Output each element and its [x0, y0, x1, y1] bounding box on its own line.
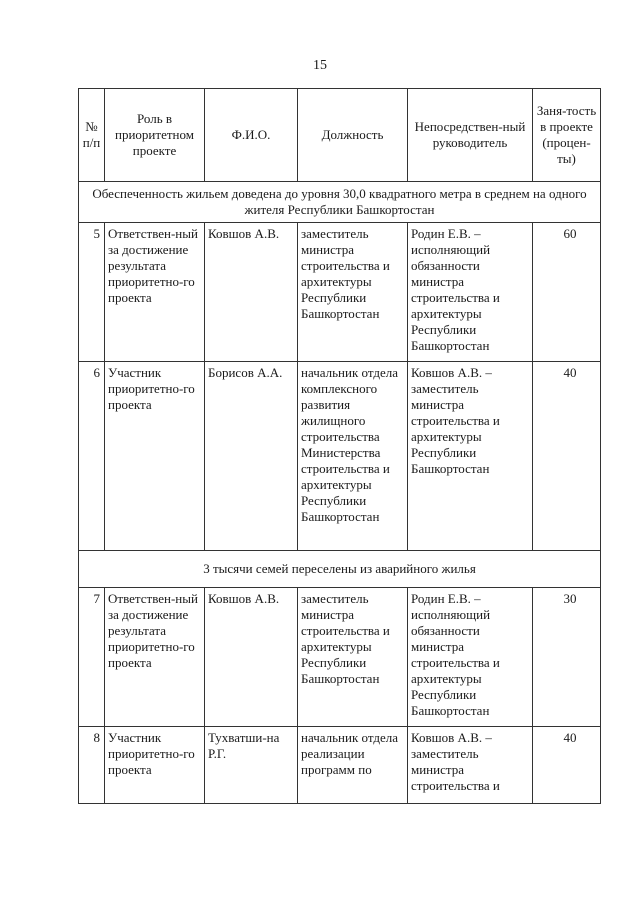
cell-percent: 40 [533, 362, 601, 551]
cell-manager: Родин Е.В. – исполняющий обязанности министра строительства и архитектуры Республики Башкортостан [408, 223, 533, 362]
cell-manager: Родин Е.В. – исполняющий обязанности министра строительства и архитектуры Республики Башкортостан [408, 588, 533, 727]
cell-num: 6 [79, 362, 105, 551]
table-header-row [79, 89, 601, 182]
cell-role: Ответствен-ный за достижение результата приоритетно-го проекта [105, 223, 205, 362]
cell-num: 8 [79, 727, 105, 804]
cell-percent: 60 [533, 223, 601, 362]
cell-num: 5 [79, 223, 105, 362]
table-row [79, 362, 601, 551]
cell-position: заместитель министра строительства и архитектуры Республики Башкортостан [298, 223, 408, 362]
cell-role: Ответствен-ный за достижение результата приоритетно-го проекта [105, 588, 205, 727]
header-manager: Непосредствен-ный руководитель [408, 89, 533, 182]
header-name: Ф.И.О. [205, 89, 298, 182]
cell-role: Участник приоритетно-го проекта [105, 362, 205, 551]
cell-position: начальник отдела комплексного развития жилищного строительства Министерства строительства и архитектуры Республики Башкортостан [298, 362, 408, 551]
cell-position: заместитель министра строительства и архитектуры Республики Башкортостан [298, 588, 408, 727]
cell-name: Ковшов А.В. [205, 223, 298, 362]
header-role: Роль в приоритетном проекте [105, 89, 205, 182]
cell-num: 7 [79, 588, 105, 727]
header-percent: Заня-тость в проекте (процен-ты) [533, 89, 601, 182]
section-row [79, 182, 601, 223]
table-row [79, 727, 601, 804]
cell-percent: 40 [533, 727, 601, 804]
header-num: № п/п [79, 89, 105, 182]
cell-percent: 30 [533, 588, 601, 727]
cell-manager: Ковшов А.В. – заместитель министра строительства и [408, 727, 533, 804]
project-roles-table [78, 88, 601, 804]
cell-manager: Ковшов А.В. – заместитель министра строительства и архитектуры Республики Башкортостан [408, 362, 533, 551]
cell-name: Борисов А.А. [205, 362, 298, 551]
table-row [79, 588, 601, 727]
cell-position: начальник отдела реализации программ по [298, 727, 408, 804]
cell-name: Ковшов А.В. [205, 588, 298, 727]
header-position: Должность [298, 89, 408, 182]
section-title: Обеспеченность жильем доведена до уровня 30,0 квадратного метра в среднем на одного жителя Республики Башкортостан [79, 182, 601, 223]
cell-name: Тухватши-на Р.Г. [205, 727, 298, 804]
page-number: 15 [313, 58, 327, 73]
section-title: 3 тысячи семей переселены из аварийного жилья [79, 551, 601, 588]
section-row [79, 551, 601, 588]
table-row [79, 223, 601, 362]
cell-role: Участник приоритетно-го проекта [105, 727, 205, 804]
